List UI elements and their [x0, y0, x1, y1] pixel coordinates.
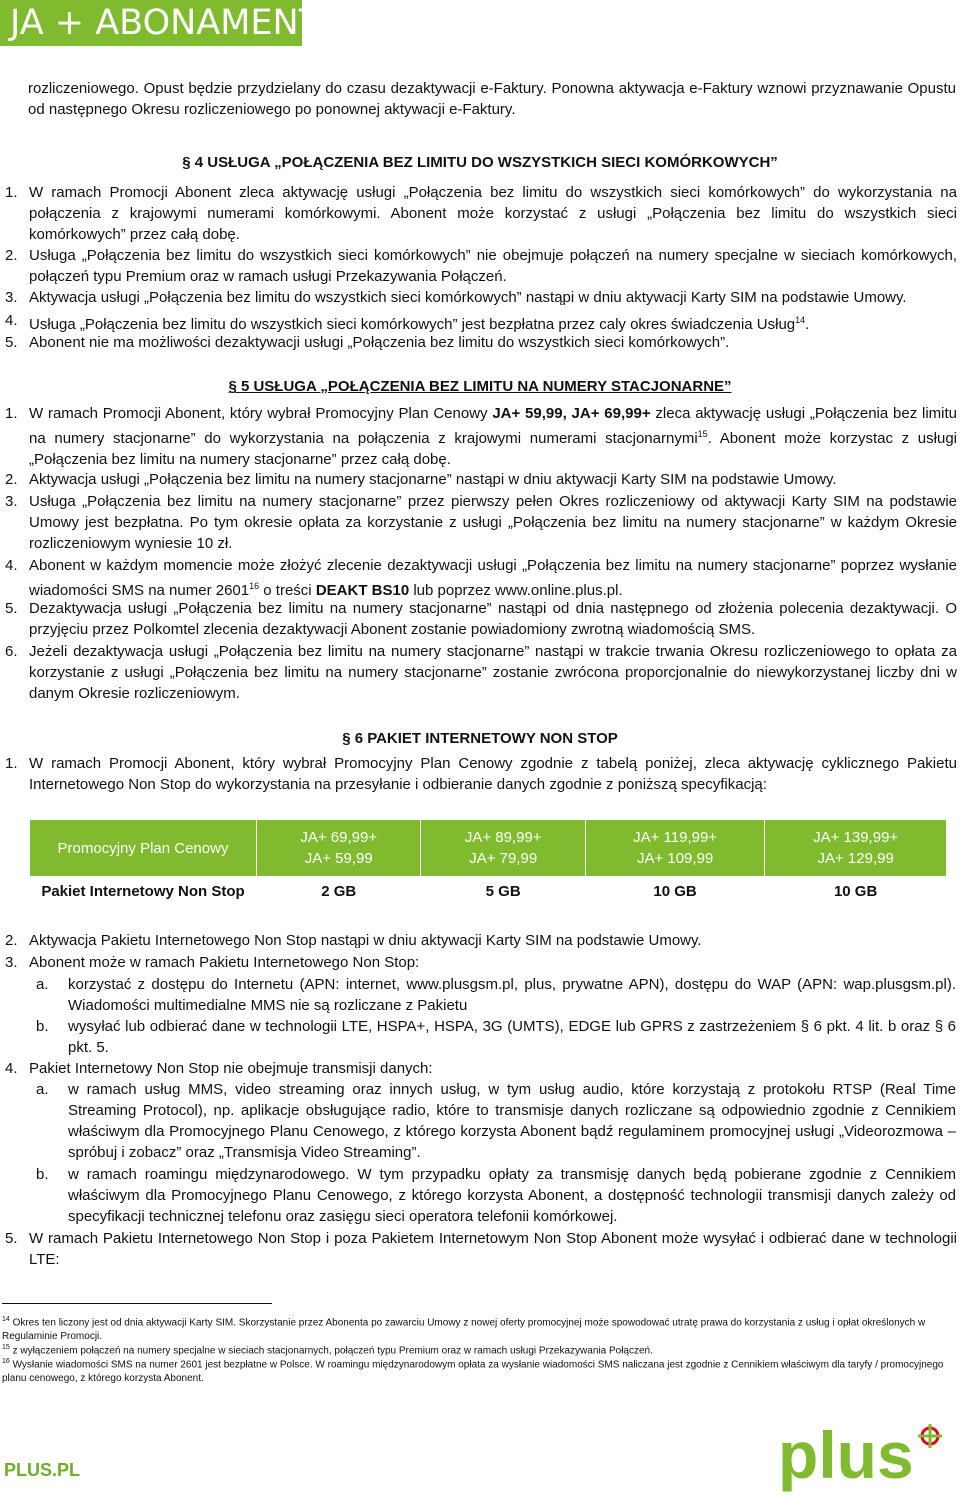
site-url: PLUS.PL [4, 1460, 81, 1480]
plan-cell-4 [765, 820, 947, 877]
footnote-15-num: 15 [2, 1344, 10, 1351]
s5-item-4-b: o treści [259, 582, 316, 599]
plan-3-top: JA+ 119,99+ [633, 829, 718, 846]
footnote-ref-16: 16 [249, 581, 260, 591]
brand-title: JA + ABONAMENT [10, 3, 321, 43]
s4-item-2 [5, 245, 957, 287]
s4-item-1 [5, 182, 957, 245]
footnote-14-num: 14 [2, 1316, 10, 1323]
s5-item-5-text: Dezaktywacja usługi „Połączenia bez limitu na numery stacjonarne” nastąpi od dnia następnego od złożenia polecenia dezaktywacji. O przyjęciu przez Polkomtel zlecenia dezaktywacji Abonent zostanie powiadomiony zwrotną wiadomością SMS. [29, 600, 957, 638]
s6-item-3a [36, 974, 956, 1016]
plan-2-top: JA+ 89,99+ [464, 829, 542, 846]
s5-item-1 [5, 403, 957, 470]
section-6-title: § 6 PAKIET INTERNETOWY NON STOP [342, 730, 618, 747]
s5-item-4-text [29, 555, 957, 601]
plan-cell-3 [585, 820, 764, 877]
s5-item-2 [5, 469, 957, 490]
s4-item-1-text: W ramach Promocji Abonent zleca aktywację usługi „Połączenia bez limitu do wszystkich sieci komórkowych” do wykorzystania na połączenia z krajowymi numerami komórkowymi. Abonent może korzystać z usługi „Połączenia bez limitu do wszystkich sieci komórkowych” przez całą dobę. [29, 184, 957, 243]
s6-item-3b-text: wysyłać lub odbierać dane w technologii LTE, HSPA+, HSPA, 3G (UMTS), EDGE lub GPRS z zastrzeżeniem § 6 pkt. 4 lit. b oraz § 6 pkt. 5. [68, 1018, 956, 1056]
s6-item-4a [36, 1079, 956, 1163]
plan-2-bottom: JA+ 79,99 [469, 850, 538, 867]
s6-item-1 [5, 753, 957, 795]
s4-item-3-num: 3. [5, 289, 18, 306]
footnote-16-text: Wysłanie wiadomości SMS na numer 2601 jest bezpłatne w Polsce. W roamingu międzynarodowym opłata za wysłanie wiadomości SMS naliczana jest zgodnie z Cennikiem właściwym dla taryfy / promocyjnego planu cenowego, z którego korzysta Abonent. [2, 1359, 944, 1385]
s6-item-3a-text: korzystać z dostępu do Internetu (APN: internet, www.plusgsm.pl, plus, prywatne APN), dostępu do WAP (APN: wap.plusgsm.pl). Wiadomości multimedialne MMS nie są rozliczane z Pakietu [68, 976, 956, 1014]
s4-item-2-num: 2. [5, 247, 18, 264]
s4-item-1-num: 1. [5, 184, 18, 201]
s5-item-6-text: Jeżeli dezaktywacja usługi „Połączenia bez limitu na numery stacjonarne” nastąpi w trakcie trwania Okresu rozliczeniowego to opłata za korzystanie z usługi „Połączenia bez limitu na numery stacjonarne” zostanie zwrócona proporcjonalnie do niewykorzystanej liczby dni w danym Okresie rozliczeniowym. [29, 643, 957, 702]
s4-item-4-num: 4. [5, 312, 18, 329]
s5-item-6-num: 6. [5, 643, 18, 660]
s5-item-4-a: Abonent w każdym momencie może złożyć zlecenie dezaktywacji usługi „Połączenia bez limitu na numery stacjonarne” poprzez wysłanie wiadomości SMS na numer 2601 [29, 557, 957, 599]
footnote-15-text: z wyłączeniem połączeń na numery specjalne w sieciach stacjonarnych, połączeń typu Premium oraz w ramach usługi Przekazywania Połączeń. [9, 1345, 653, 1357]
plus-logo-text: plus [778, 1418, 914, 1492]
plan-3-bottom: JA+ 109,99 [636, 850, 714, 867]
s4-item-5-text: Abonent nie ma możliwości dezaktywacji usługi „Połączenia bez limitu do wszystkich sieci komórkowych”. [29, 334, 730, 351]
s6-item-4b [36, 1164, 956, 1227]
plus-logo-icon [776, 1418, 956, 1492]
s6-item-3a-letter: a. [36, 976, 49, 993]
plan-1-bottom: JA+ 59,99 [304, 850, 373, 867]
s6-item-3-text: Abonent może w ramach Pakietu Internetowego Non Stop: [29, 954, 420, 971]
s6-item-2 [5, 930, 957, 951]
plan-header-label: Promocyjny Plan Cenowy [30, 820, 257, 877]
s6-item-4a-letter: a. [36, 1081, 49, 1098]
plan-table [29, 819, 947, 906]
s6-item-4a-text: w ramach usług MMS, video streaming oraz innych usług, w tym usług audio, które korzystają z protokołu RTSP (Real Time Streaming Protocol), np. aplikacje obsługujące radio, które to transmisje danych rozliczane są odpowiednio zgodnie z Cennikiem właściwym dla Promocyjnego Planu Cenowego, z którego korzysta Abonent bądź regulaminem promocyjnej usługi „Videorozmowa – spróbuj i zobacz” oraz „Transmisja Video Streaming”. [68, 1081, 956, 1161]
s6-item-4-num: 4. [5, 1060, 18, 1077]
s4-item-4-text: Usługa „Połączenia bez limitu do wszystkich sieci komórkowych” jest bezpłatna przez caly okres świadczenia Usług [29, 316, 796, 333]
intro-paragraph: rozliczeniowego. Opust będzie przydzielany do czasu dezaktywacji e-Faktury. Ponowna aktywacja e-Faktury wznowi przyznawanie Opustu od następnego Okresu rozliczeniowego po ponownej aktywacji e-Faktury. [28, 80, 956, 118]
plan-4-top: JA+ 139,99+ [813, 829, 899, 846]
section-4-title: § 4 USŁUGA „POŁĄCZENIA BEZ LIMITU DO WSZYSTKICH SIECI KOMÓRKOWYCH” [182, 154, 778, 171]
footnote-16-num: 16 [2, 1358, 10, 1365]
s5-item-5-num: 5. [5, 600, 18, 617]
section-5-title: § 5 USŁUGA „POŁĄCZENIA BEZ LIMITU NA NUMERY STACJONARNE” [228, 378, 732, 395]
footnote-14 [2, 1313, 957, 1344]
s6-item-3-num: 3. [5, 954, 18, 971]
footnote-ref-14: 14 [795, 315, 806, 325]
plan-cell-2 [421, 820, 585, 877]
s5-item-1-num: 1. [5, 405, 18, 422]
s5-item-5 [5, 598, 957, 640]
s5-item-4-num: 4. [5, 557, 18, 574]
s4-item-4-tail: . [805, 316, 810, 333]
footnote-ref-15: 15 [697, 429, 708, 439]
s4-item-3-text: Aktywacja usługi „Połączenia bez limitu do wszystkich sieci komórkowych” nastąpi w dniu aktywacji Karty SIM na podstawie Umowy. [29, 289, 907, 306]
s5-item-3-text: Usługa „Połączenia bez limitu na numery stacjonarne” przez pierwszy pełen Okres rozliczeniowy od aktywacji Karty SIM na podstawie Umowy jest bezpłatna. Po tym okresie opłata za korzystanie z usługi „Połączenia bez limitu na numery stacjonarne” w każdym Okresie rozliczeniowym wyniesie 10 zł. [29, 493, 957, 552]
footnote-16 [2, 1355, 957, 1386]
plan-1-top: JA+ 69,99+ [300, 829, 378, 846]
package-value-2: 5 GB [421, 877, 585, 906]
plus-logo-mark-icon [918, 1424, 942, 1448]
s5-item-1-d: . Abonent może korzystac z usługi „Połączenia bez limitu na numery stacjonarne” przez całą dobę. [29, 430, 957, 468]
s5-item-1-plans: JA+ 59,99, JA+ 69,99+ [492, 405, 651, 422]
s6-item-4 [5, 1058, 957, 1079]
s5-item-2-text: Aktywacja usługi „Połączenia bez limitu na numery stacjonarne” nastąpi w dniu aktywacji Karty SIM na podstawie Umowy. [29, 471, 837, 488]
s4-item-2-text: Usługa „Połączenia bez limitu do wszystkich sieci komórkowych” nie obejmuje połączeń na numery specjalne w sieciach komórkowych, połączeń typu Premium oraz w ramach usługi Przekazywania Połączeń. [29, 247, 957, 285]
package-row-label: Pakiet Internetowy Non Stop [30, 877, 257, 906]
s5-item-3-num: 3. [5, 493, 18, 510]
s4-item-5-num: 5. [5, 334, 18, 351]
s5-item-3 [5, 491, 957, 554]
s6-item-4-text: Pakiet Internetowy Non Stop nie obejmuje transmisji danych: [29, 1060, 433, 1077]
s5-item-6 [5, 641, 957, 704]
s6-item-3b-letter: b. [36, 1018, 49, 1035]
s5-item-4-d: lub poprzez www.online.plus.pl. [409, 582, 623, 599]
s4-item-5 [5, 332, 957, 353]
s5-item-1-text [29, 403, 957, 470]
package-value-4: 10 GB [765, 877, 947, 906]
s5-item-2-num: 2. [5, 471, 18, 488]
footnote-14-text: Okres ten liczony jest od dnia aktywacji Karty SIM. Skorzystanie przez Abonenta po zawarciu Umowy z nowej oferty promocyjnej może spowodować utratę prawa do korzystania z usług i opłat określonych w Regulaminie Promocji. [2, 1317, 926, 1343]
s5-item-1-a: W ramach Promocji Abonent, który wybrał Promocyjny Plan Cenowy [29, 405, 493, 422]
s6-item-3 [5, 952, 957, 973]
plan-4-bottom: JA+ 129,99 [817, 850, 894, 867]
package-value-3: 10 GB [585, 877, 764, 906]
s6-item-2-num: 2. [5, 932, 18, 949]
s6-item-5-num: 5. [5, 1230, 18, 1247]
s5-item-4-code: DEAKT BS10 [315, 582, 410, 599]
package-value-1: 2 GB [257, 877, 421, 906]
brand-banner [0, 0, 321, 46]
s6-item-1-num: 1. [5, 755, 18, 772]
s5-item-1-c: zleca aktywację usługi „Połączenia bez limitu na numery stacjonarne” do wykorzystania na połączenia z krajowymi numerami stacjonarnymi [29, 405, 958, 447]
s6-item-5-text: W ramach Pakietu Internetowego Non Stop i poza Pakietem Internetowym Non Stop Abonent może wysyłać i odbierać dane w technologii LTE: [29, 1230, 957, 1268]
s6-item-1-text: W ramach Promocji Abonent, który wybrał Promocyjny Plan Cenowy zgodnie z tabelą poniżej, zleca aktywację cyklicznego Pakietu Internetowego Non Stop do wykorzystania na przesyłanie i odbieranie danych zgodnie z poniższą specyfikacją: [29, 755, 957, 793]
plan-cell-1 [257, 820, 421, 877]
s5-item-4 [5, 555, 957, 601]
s6-item-4b-letter: b. [36, 1166, 49, 1183]
s4-item-3 [5, 287, 957, 308]
footnote-divider [2, 1303, 272, 1304]
s6-item-5 [5, 1228, 957, 1270]
s6-item-2-text: Aktywacja Pakietu Internetowego Non Stop nastąpi w dniu aktywacji Karty SIM na podstawie Umowy. [29, 932, 702, 949]
s6-item-3b [36, 1016, 956, 1058]
s6-item-4b-text: w ramach roamingu międzynarodowego. W tym przypadku opłaty za transmisję danych będą pobierane zgodnie z Cennikiem właściwym dla Promocyjnego Planu Cenowego, z którego korzysta Abonent, a dostępność technologii transmisji danych zależy od specyfikacji technicznej telefonu oraz zasięgu sieci operatora telefonii komórkowej. [68, 1166, 956, 1225]
